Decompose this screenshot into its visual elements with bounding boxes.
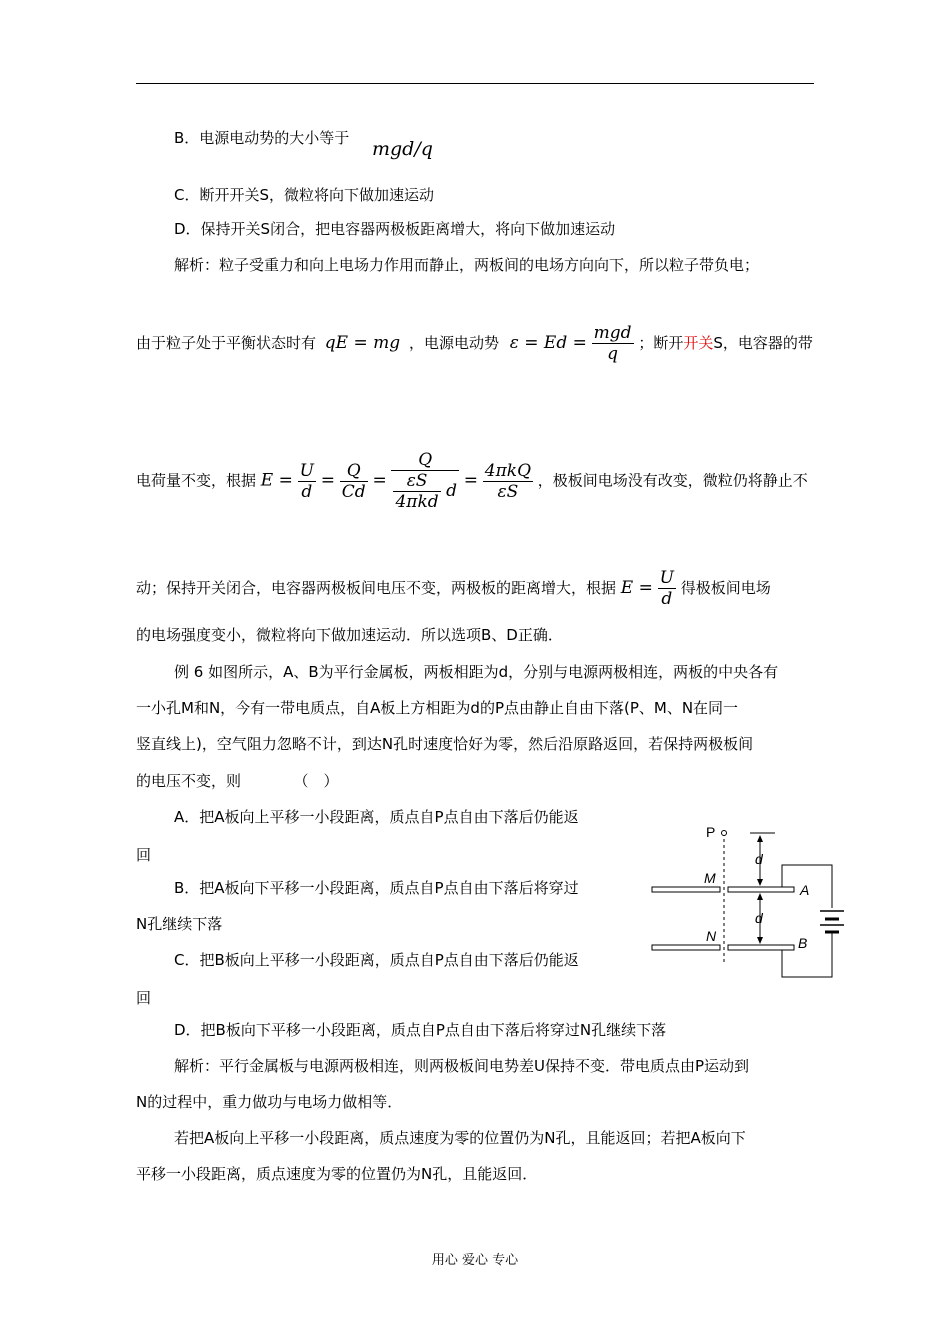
example6-p1: 例 6 如图所示，A、B为平行金属板，两板相距为d，分别与电源两极相连，两板的中央各有 [174, 663, 779, 681]
eq-emf-den: q [607, 344, 619, 364]
eq-frac-compound [391, 450, 458, 512]
analysis1-line3 [136, 450, 808, 512]
d-arrow-upper-head-bottom [757, 879, 763, 886]
plate-b-left [652, 945, 720, 950]
analysis1-line5: 的电场强度变小，微粒将向下做加速运动．所以选项B、D正确． [136, 626, 563, 644]
option-b-math: mgd/q [372, 138, 433, 160]
eq-f5-den: d [661, 589, 673, 609]
eq-f4-den: εS [497, 481, 519, 502]
example6-option-c-cont: 回 [136, 989, 152, 1007]
example6-p4: 的电压不变，则 （ ） [136, 772, 339, 790]
label-a: A [800, 882, 810, 898]
point-p [722, 831, 727, 836]
example6-option-a: A．把A板向上平移一小段距离，质点自P点自由下落后仍能返 [174, 808, 579, 826]
eq-equals-3: = [463, 470, 478, 491]
analysis1-line2-red: 开关 [683, 334, 714, 352]
analysis1-line4-b: 得极板间电场 [680, 579, 771, 597]
option-d-prev: D．保持开关S闭合，把电容器两极板距离增大，将向下做加速运动 [174, 220, 616, 238]
eq-f3-den-tail: d [446, 481, 457, 501]
example6-option-d: D．把B板向下平移一小段距离，质点自P点自由下落后将穿过N孔继续下落 [174, 1021, 667, 1039]
eq-frac-q-cd [340, 461, 368, 502]
label-m: M [704, 870, 716, 886]
analysis1-line2-d: S，电容器的带 [713, 334, 813, 352]
example6-p2: 一小孔M和N，今有一带电质点，自A板上方相距为d的P点由静止自由下落(P、M、N在同一 [136, 699, 739, 717]
analysis1-line3-b: ，极板间电场没有改变，微粒仍将静止不 [537, 471, 808, 490]
example6-analysis-3: 若把A板向上平移一小段距离，质点速度为零的位置仍为N孔，且能返回；若把A板向下 [174, 1129, 746, 1147]
option-b-text: B．电源电动势的大小等于 [174, 129, 350, 147]
header-rule [136, 83, 814, 84]
label-d-upper: d [755, 851, 763, 867]
label-d-lower: d [755, 910, 763, 926]
eq-f3-den [391, 471, 458, 512]
analysis1-line2 [136, 323, 813, 364]
analysis1-line2-c: ；断开 [638, 334, 684, 352]
eq-f2-num: Q [340, 461, 368, 482]
analysis1-line1: 解析：粒子受重力和向上电场力作用而静止，两板间的电场方向向下，所以粒子带负电； [174, 256, 760, 274]
eq-emf-frac [592, 323, 634, 364]
eq-qE: qE = mg [324, 333, 401, 353]
analysis1-line3-a: 电荷量不变，根据 [136, 471, 257, 490]
eq-f3-den-num: εS [393, 471, 440, 492]
example6-analysis-1: 解析：平行金属板与电源两极相连，则两极板间电势差U保持不变．带电质点由P运动到 [174, 1057, 750, 1075]
example6-option-b-cont: N孔继续下落 [136, 915, 223, 933]
option-c-prev: C．断开开关S，微粒将向下做加速运动 [174, 186, 434, 204]
eq-f2-den: Cd [341, 481, 366, 502]
label-n: N [706, 928, 717, 944]
eq-frac-4pikq [483, 461, 533, 502]
eq-f5-num: U [659, 568, 674, 588]
example6-option-c: C．把B板向上平移一小段距离，质点自P点自由下落后仍能返 [174, 951, 579, 969]
example6-analysis-2: N的过程中，重力做功与电场力做相等． [136, 1093, 403, 1111]
example6-option-b: B．把A板向下平移一小段距离，质点自P点自由下落后将穿过 [174, 879, 579, 897]
eq-frac-u-d [298, 461, 316, 502]
eq-f4-num: 4πkQ [484, 460, 532, 481]
plate-a-left [652, 887, 720, 892]
analysis1-line4-a: 动；保持开关闭合，电容器两极板间电压不变，两极板的距离增大，根据 [136, 579, 617, 597]
d-arrow-lower-head-bottom [757, 937, 763, 944]
d-arrow-upper-head-top [757, 835, 763, 842]
eq-equals-1: = [320, 470, 335, 491]
plate-b-right [728, 945, 794, 950]
eq-f3-den-den: 4πkd [395, 492, 439, 512]
eq-E2: E = [620, 578, 653, 598]
plate-a-right [728, 887, 794, 892]
d-arrow-lower-head-top [757, 893, 763, 900]
analysis1-line2-a: 由于粒子处于平衡状态时有 [136, 334, 317, 352]
example6-option-a-cont: 回 [136, 846, 152, 864]
eq-f3-num: Q [391, 450, 458, 471]
analysis1-line4 [136, 566, 771, 610]
eq-emf-left: ε = Ed = [509, 333, 587, 353]
eq-equals-2: = [372, 470, 387, 491]
eq-frac-u-d-2 [658, 568, 676, 609]
example6-analysis-4: 平移一小段距离，质点速度为零的位置仍为N孔，且能返回． [136, 1165, 538, 1183]
page-footer: 用心 爱心 专心 [431, 1253, 519, 1268]
eq-emf-num: mgd [593, 323, 632, 343]
label-p: P [706, 824, 716, 840]
capacitor-diagram [640, 815, 860, 990]
analysis1-line2-b: ，电源电动势 [408, 334, 499, 352]
eq-f1-den: d [301, 481, 313, 502]
eq-f3-den-frac [393, 471, 440, 512]
eq-f1-num: U [299, 460, 314, 481]
label-b: B [798, 935, 808, 951]
example6-p3: 竖直线上)，空气阻力忽略不计，到达N孔时速度恰好为零，然后沿原路返回，若保持两极板间 [136, 735, 754, 753]
eq-E: E = [260, 470, 293, 491]
option-b-prev [174, 128, 349, 148]
